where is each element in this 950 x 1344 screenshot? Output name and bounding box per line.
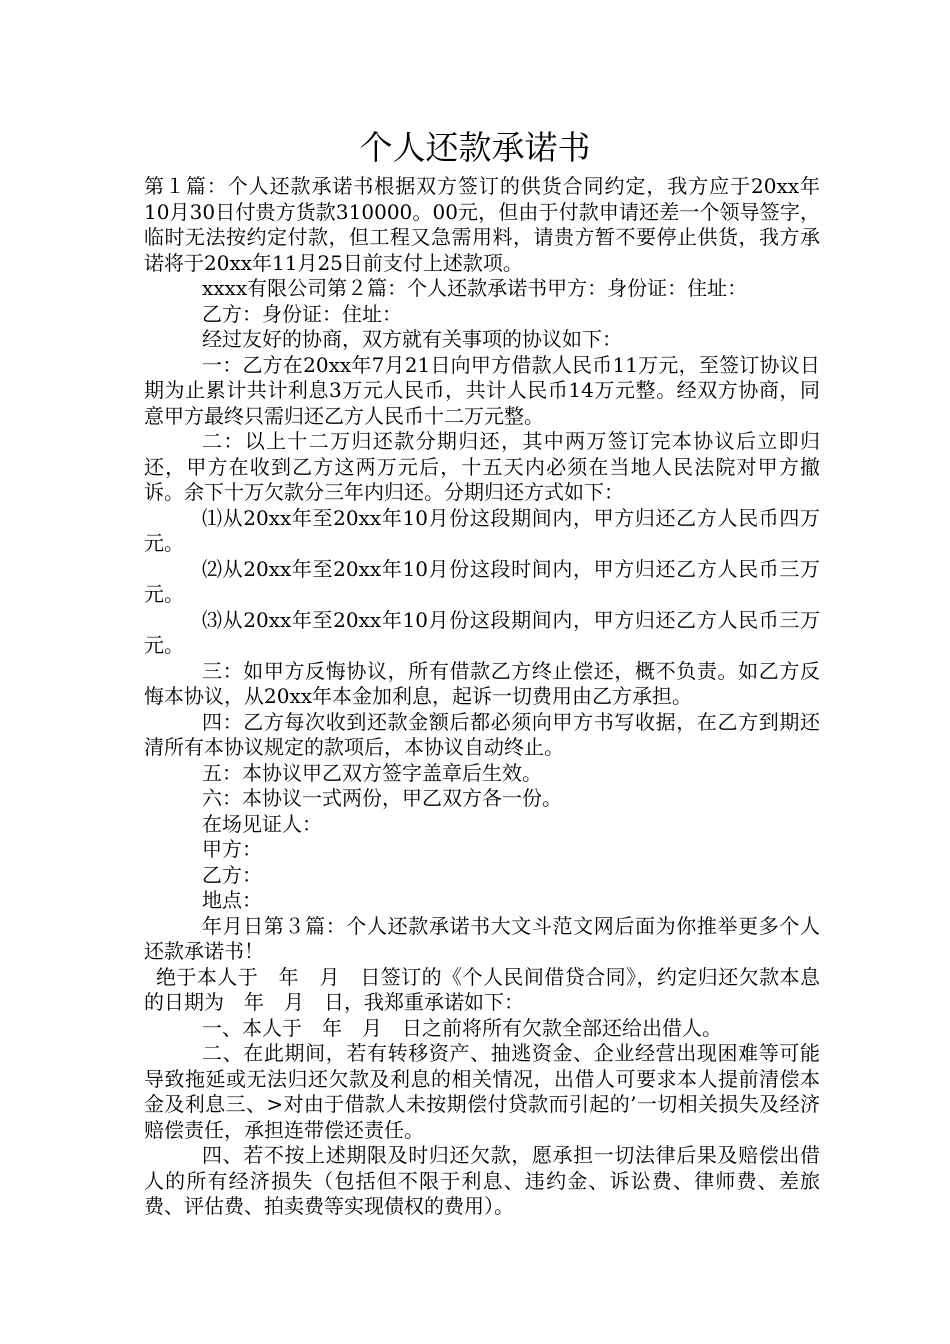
paragraph: 绝于本人于 年 月 日签订的《个人民间借贷合同》，约定归还欠款本息的日期为 年 月 日，我郑重承诺如下： [144,964,820,1014]
paragraph: 在场见证人： [202,811,322,836]
document-title: 个人还款承诺书 [359,128,591,167]
paragraph: 甲方： [202,837,262,861]
paragraph: 一：乙方在20xx年7月21日向甲方借款人民币11万元，至签订协议日期为止累计共计利息3万元人民币，共计人民币14万元整。经双方协商，同意甲方最终只需归还乙方人民币十二万元整。 [144,352,820,428]
paragraph: 地点： [202,888,262,912]
paragraph: xxxx有限公司第２篇：个人还款承诺书甲方：身份证：住址： [202,276,748,300]
paragraph: 五：本协议甲乙双方签字盖章后生效。 [202,760,542,785]
paragraph: ⑴从20xx年至20xx年10月份这段期间内，甲方归还乙方人民币四万元。 [144,505,820,555]
paragraph: ⑵从20xx年至20xx年10月份这段时间内，甲方归还乙方人民币三万元。 [144,556,820,606]
paragraph: 年月日第３篇：个人还款承诺书大文斗范文网后面为你推举更多个人还款承诺书！ [144,913,820,963]
paragraph: 经过友好的协商，双方就有关事项的协议如下： [202,327,622,351]
paragraph: 六：本协议一式两份，甲乙双方各一份。 [202,786,562,810]
document-body [144,174,840,1220]
paragraph: 乙方：身份证：住址： [202,301,402,326]
paragraph: 二、在此期间，若有转移资产、抽逃资金、企业经营出现困难等可能导致拖延或无法归还欠款及利息的相关情况，出借人可要求本人提前清偿本金及利息三、>对由于借款人未按期偿付贷款而引起的’一切相关损失及经济赔偿责任，承担连带偿还责任。 [144,1041,820,1142]
paragraph: 乙方： [202,862,262,887]
paragraph: ⑶从20xx年至20xx年10月份这段期间内，甲方归还乙方人民币三万元。 [144,607,820,657]
paragraph: 四、若不按上述期限及时归还欠款，愿承担一切法律后果及赔偿出借人的所有经济损失（包括但不限于利息、违约金、诉讼费、律师费、差旅费、评估费、拍卖费等实现债权的费用）。 [144,1143,820,1218]
paragraph: 一、本人于 年 月 日之前将所有欠款全部还给出借人。 [202,1015,722,1040]
paragraph: 第１篇：个人还款承诺书根据双方签订的供货合同约定，我方应于20xx年 10月30日付贵方货款310000。00元，但由于付款申请还差一个领导签字，临时无法按约定付款，但工程又急需用料，请贵方暂不要停止供货，我方承诺将于20xx年11月25日前支付上述款项。 [144,174,840,275]
paragraph: 三：如甲方反悔协议，所有借款乙方终止偿还，概不负责。如乙方反悔本协议，从20xx年本金加利息，起诉一切费用由乙方承担。 [144,658,820,708]
paragraph: 四：乙方每次收到还款金额后都必须向甲方书写收据，在乙方到期还清所有本协议规定的款项后，本协议自动终止。 [144,709,820,759]
paragraph: 二：以上十二万归还款分期归还，其中两万签订完本协议后立即归还，甲方在收到乙方这两万元后，十五天内必须在当地人民法院对甲方撤诉。余下十万欠款分三年内归还。分期归还方式如下： [144,429,820,504]
